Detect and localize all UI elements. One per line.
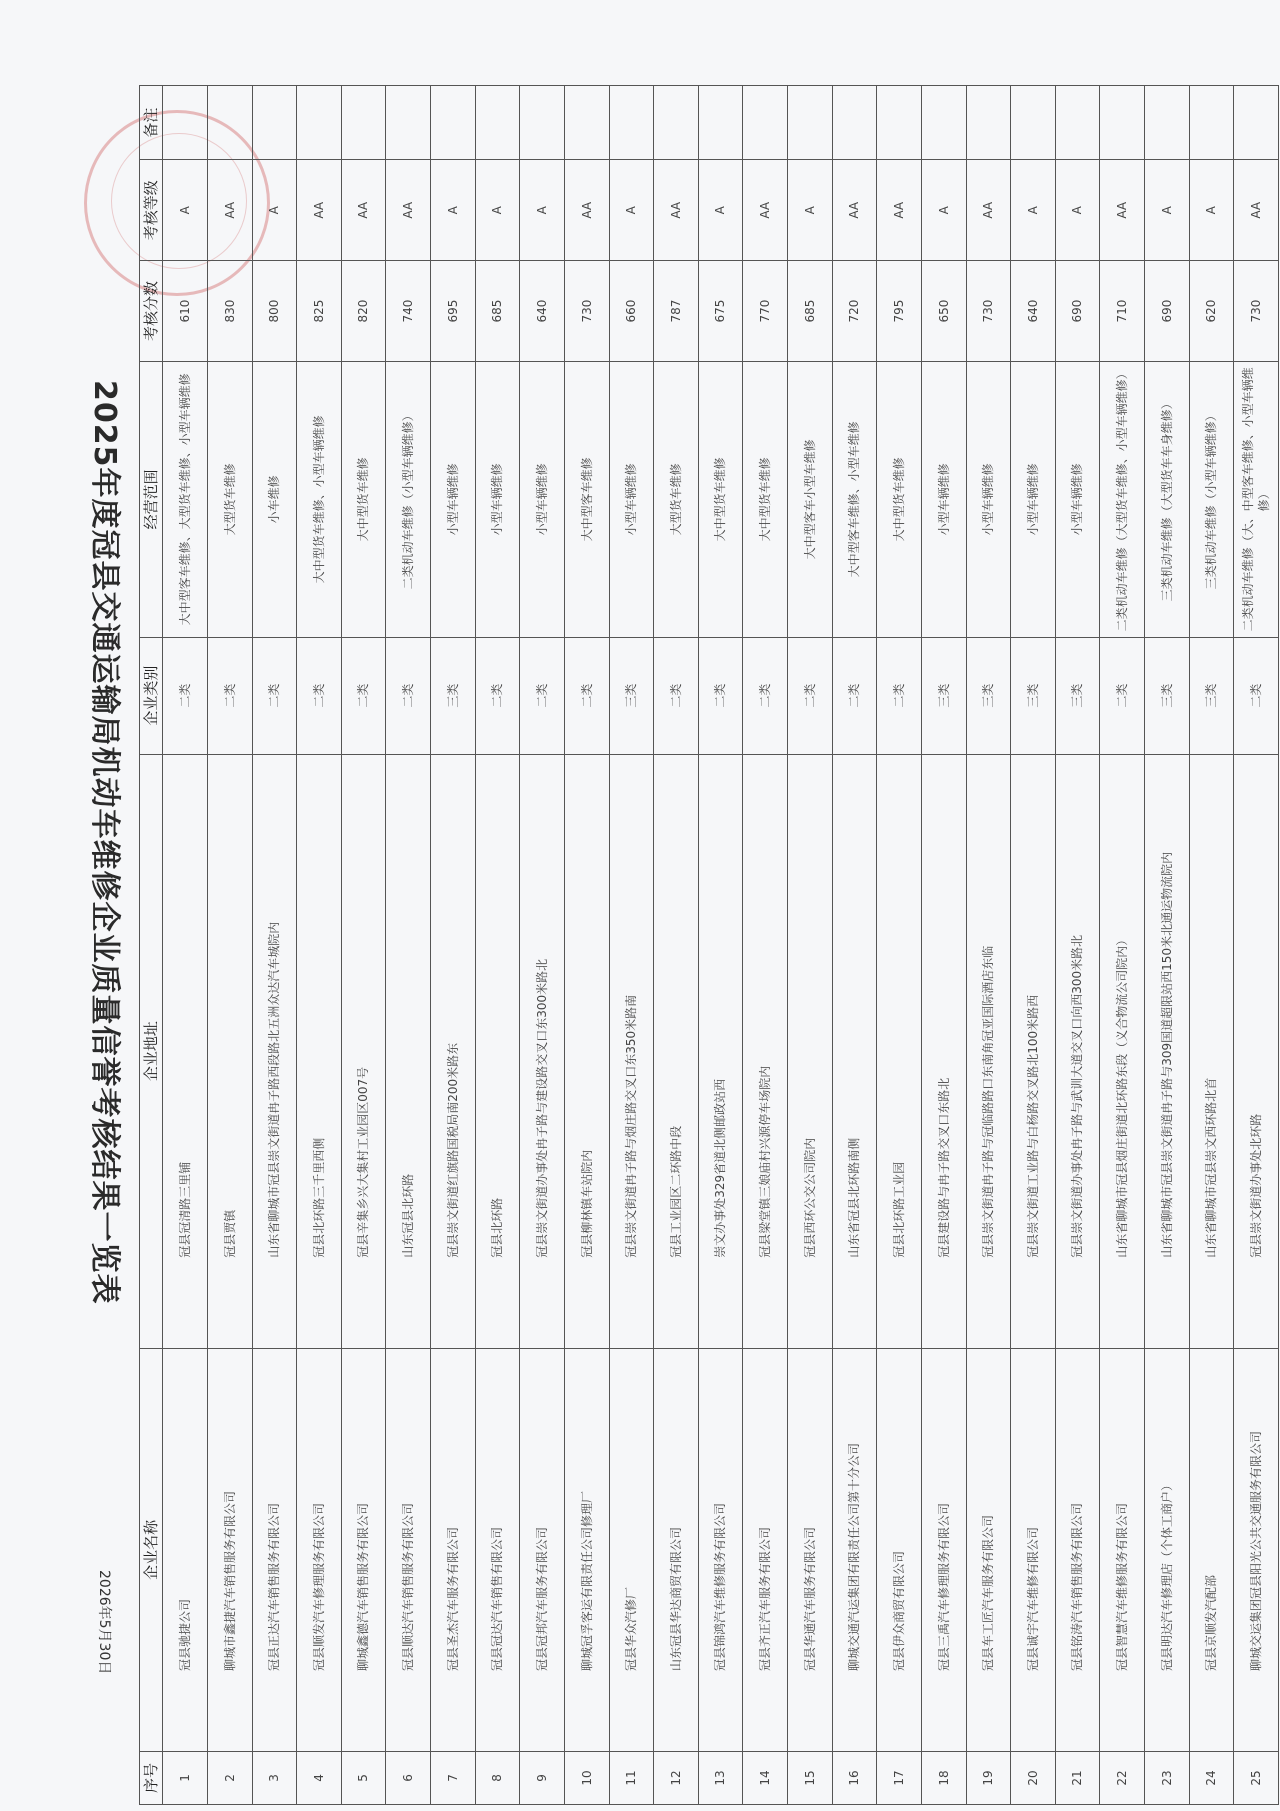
table-row [297,86,342,1805]
cell-company-name: 冠县伊众商贸有限公司 [877,1348,922,1751]
table-row [698,86,743,1805]
cell-remarks [475,86,520,160]
cell-business-scope: 小型车辆维修 [966,361,1011,637]
cell-business-scope: 大中型客车维修 [564,361,609,637]
cell-score: 830 [207,261,252,362]
cell-company-address: 冠县柳林镇车站院内 [564,754,609,1348]
cell-company-name: 冠县冠达汽车销售有限公司 [475,1348,520,1751]
table-row [788,86,833,1805]
cell-score: 710 [1100,261,1145,362]
cell-company-name: 聊城交通汽运集团有限责任公司第十分公司 [832,1348,877,1751]
cell-grade: A [1189,160,1234,261]
cell-index: 17 [877,1751,922,1804]
cell-grade: AA [564,160,609,261]
cell-grade: A [788,160,833,261]
table-row [431,86,476,1805]
header-grade: 考核等级 [140,160,163,261]
cell-company-address: 冠县崇文街道工业路与白杨路交叉路北100米路西 [1011,754,1056,1348]
cell-grade: AA [207,160,252,261]
cell-remarks [698,86,743,160]
cell-business-scope: 小型车辆维修 [1055,361,1100,637]
cell-company-address: 冠县西环公交公司院内 [788,754,833,1348]
cell-company-address: 冠县崇文街道红旗路国税局南200米路东 [431,754,476,1348]
table-row [564,86,609,1805]
cell-company-address: 冠县北环路三千里西侧 [297,754,342,1348]
cell-company-name: 冠县华通汽车服务有限公司 [788,1348,833,1751]
cell-company-address: 冠县崇文街道办事处北环路 [1234,754,1279,1348]
cell-company-category: 三类 [1189,637,1234,754]
cell-grade: A [1145,160,1190,261]
cell-business-scope: 小车维修 [252,361,297,637]
cell-company-name: 冠县车工匠汽车服务有限公司 [966,1348,1011,1751]
cell-company-name: 冠县明达汽车修理店（个体工商户） [1145,1348,1190,1751]
cell-company-category: 二类 [1100,637,1145,754]
cell-index: 8 [475,1751,520,1804]
cell-score: 695 [431,261,476,362]
cell-grade: A [431,160,476,261]
cell-company-category: 二类 [163,637,208,754]
cell-score: 787 [654,261,699,362]
cell-company-category: 三类 [431,637,476,754]
cell-score: 820 [341,261,386,362]
cell-business-scope: 三类机动车维修（小型车辆维修） [1189,361,1234,637]
cell-company-address: 冠县崇文街道冉子路与冠临路路口东南角冠亚国际酒店东临 [966,754,1011,1348]
cell-index: 1 [163,1751,208,1804]
table-row [520,86,565,1805]
header-company-name: 企业名称 [140,1348,163,1751]
cell-company-category: 三类 [1011,637,1056,754]
cell-business-scope: 大中型货车维修 [341,361,386,637]
cell-business-scope: 大中型货车维修、小型车辆维修 [297,361,342,637]
cell-business-scope: 二类机动车维修（大、中型客车维修、小型车辆维修） [1234,361,1279,637]
cell-company-name: 冠县正达汽车销售服务有限公司 [252,1348,297,1751]
table-row [163,86,208,1805]
cell-company-category: 二类 [341,637,386,754]
cell-index: 4 [297,1751,342,1804]
table-row [877,86,922,1805]
cell-company-name: 冠县圣杰汽车服务有限公司 [431,1348,476,1751]
cell-remarks [743,86,788,160]
cell-remarks [341,86,386,160]
cell-company-category: 二类 [252,637,297,754]
cell-company-name: 聊城鑫德汽车销售服务有限公司 [341,1348,386,1751]
cell-company-name: 冠县顺达汽车销售服务有限公司 [386,1348,431,1751]
cell-score: 730 [966,261,1011,362]
cell-company-address: 山东省聊城市冠县崇文街道冉子路与309国道超限站西150米北通运物流院内 [1145,754,1190,1348]
cell-company-name: 聊城交运集团冠县阳光公共交通服务有限公司 [1234,1348,1279,1751]
cell-business-scope: 小型车辆维修 [475,361,520,637]
cell-score: 795 [877,261,922,362]
cell-index: 7 [431,1751,476,1804]
cell-company-category: 二类 [698,637,743,754]
cell-index: 20 [1011,1751,1056,1804]
cell-score: 730 [1234,261,1279,362]
cell-business-scope: 小型车辆维修 [520,361,565,637]
cell-score: 650 [921,261,966,362]
cell-company-address: 冠县梁堂镇三娘庙村兴源停车场院内 [743,754,788,1348]
cell-remarks [520,86,565,160]
cell-grade: AA [1100,160,1145,261]
cell-company-address: 山东省聊城市冠县烟庄街道北环路东段（义合物流公司院内） [1100,754,1145,1348]
cell-remarks [1234,86,1279,160]
cell-index: 23 [1145,1751,1190,1804]
cell-business-scope: 二类机动车维修（大型货车维修、小型车辆维修） [1100,361,1145,637]
cell-remarks [609,86,654,160]
cell-company-address: 冠县冠清路三里铺 [163,754,208,1348]
cell-company-name: 冠县冠邦汽车服务有限公司 [520,1348,565,1751]
cell-grade: AA [877,160,922,261]
cell-remarks [832,86,877,160]
cell-grade: A [163,160,208,261]
cell-remarks [1189,86,1234,160]
cell-company-name: 山东冠县华达商贸有限公司 [654,1348,699,1751]
cell-company-category: 二类 [564,637,609,754]
cell-company-address: 山东省冠县北环路南侧 [832,754,877,1348]
cell-remarks [386,86,431,160]
cell-remarks [207,86,252,160]
cell-score: 770 [743,261,788,362]
cell-company-category: 二类 [207,637,252,754]
cell-business-scope: 大型货车维修 [207,361,252,637]
cell-index: 15 [788,1751,833,1804]
cell-grade: AA [654,160,699,261]
cell-company-category: 三类 [921,637,966,754]
cell-company-name: 冠县华众汽修厂 [609,1348,654,1751]
cell-score: 660 [609,261,654,362]
cell-company-category: 三类 [1145,637,1190,754]
document-title: 2025年度冠县交通运输局机动车维修企业质量信誉考核结果一览表 [87,380,122,1305]
cell-company-category: 二类 [743,637,788,754]
table-row [1100,86,1145,1805]
cell-index: 2 [207,1751,252,1804]
cell-company-name: 冠县智慧汽车维修服务有限公司 [1100,1348,1145,1751]
cell-grade: A [1055,160,1100,261]
cell-grade: AA [386,160,431,261]
cell-grade: AA [743,160,788,261]
cell-remarks [921,86,966,160]
cell-remarks [252,86,297,160]
cell-company-address: 山东省聊城市冠县崇文街道冉子路西段路北五洲众达汽车城院内 [252,754,297,1348]
cell-score: 685 [475,261,520,362]
cell-business-scope: 大中型货车维修 [743,361,788,637]
results-table-wrapper [139,85,1279,1805]
cell-company-name: 聊城冠孚客运有限责任公司修理厂 [564,1348,609,1751]
header-company-address: 企业地址 [140,754,163,1348]
table-row [966,86,1011,1805]
cell-business-scope: 大中型客车维修、小型车维修 [832,361,877,637]
cell-business-scope: 三类机动车维修（大型货车车身维修） [1145,361,1190,637]
table-header-row [140,86,163,1805]
cell-business-scope: 大型货车维修 [654,361,699,637]
cell-remarks [1011,86,1056,160]
cell-score: 675 [698,261,743,362]
cell-company-address: 崇文办事处329省道北侧邮政站西 [698,754,743,1348]
cell-company-name: 冠县锦鸿汽车维修服务有限公司 [698,1348,743,1751]
header-remarks: 备注 [140,86,163,160]
cell-score: 800 [252,261,297,362]
cell-score: 690 [1055,261,1100,362]
cell-company-name: 冠县齐正汽车服务有限公司 [743,1348,788,1751]
cell-score: 685 [788,261,833,362]
cell-company-name: 冠县京顺发汽配部 [1189,1348,1234,1751]
cell-company-name: 冠县诚宇汽车维修有限公司 [1011,1348,1056,1751]
cell-business-scope: 大中型客车小型车维修 [788,361,833,637]
cell-company-name: 冠县驰捷公司 [163,1348,208,1751]
table-row [832,86,877,1805]
cell-score: 690 [1145,261,1190,362]
cell-company-category: 三类 [966,637,1011,754]
cell-score: 730 [564,261,609,362]
cell-business-scope: 小型车辆维修 [921,361,966,637]
cell-grade: AA [1234,160,1279,261]
cell-grade: A [1011,160,1056,261]
header-company-category: 企业类别 [140,637,163,754]
cell-company-name: 聊城市鑫捷汽车销售服务有限公司 [207,1348,252,1751]
cell-remarks [877,86,922,160]
cell-business-scope: 小型车辆维修 [1011,361,1056,637]
cell-company-category: 二类 [520,637,565,754]
cell-score: 620 [1189,261,1234,362]
cell-company-category: 二类 [1234,637,1279,754]
cell-index: 12 [654,1751,699,1804]
cell-index: 14 [743,1751,788,1804]
document-date: 2026年5月30日 [96,1570,112,1675]
cell-score: 825 [297,261,342,362]
cell-grade: A [921,160,966,261]
cell-grade: A [475,160,520,261]
cell-company-category: 二类 [386,637,431,754]
cell-company-name: 冠县顺发汽车修理服务有限公司 [297,1348,342,1751]
cell-company-address: 冠县工业园区二环路中段 [654,754,699,1348]
cell-index: 9 [520,1751,565,1804]
cell-grade: A [252,160,297,261]
cell-company-category: 三类 [1055,637,1100,754]
cell-remarks [297,86,342,160]
cell-grade: A [609,160,654,261]
cell-company-address: 冠县北环路 [475,754,520,1348]
cell-company-category: 二类 [475,637,520,754]
cell-company-category: 二类 [654,637,699,754]
cell-company-address: 冠县崇文街道办事处冉子路与建设路交叉口东300米路北 [520,754,565,1348]
cell-index: 3 [252,1751,297,1804]
cell-index: 6 [386,1751,431,1804]
header-score: 考核分数 [140,261,163,362]
cell-score: 640 [520,261,565,362]
cell-business-scope: 小型车辆维修 [609,361,654,637]
cell-company-address: 山东冠县北环路 [386,754,431,1348]
table-row [207,86,252,1805]
cell-remarks [163,86,208,160]
table-row [252,86,297,1805]
cell-company-category: 二类 [788,637,833,754]
header-business-scope: 经营范围 [140,361,163,637]
cell-company-address: 冠县崇文街道办事处冉子路与武训大道交叉口向西300米路北 [1055,754,1100,1348]
cell-index: 11 [609,1751,654,1804]
cell-index: 25 [1234,1751,1279,1804]
cell-index: 18 [921,1751,966,1804]
cell-grade: AA [966,160,1011,261]
results-table [139,85,1279,1805]
cell-remarks [1100,86,1145,160]
cell-business-scope: 大中型货车维修 [698,361,743,637]
cell-grade: AA [341,160,386,261]
cell-grade: A [698,160,743,261]
cell-index: 21 [1055,1751,1100,1804]
cell-score: 640 [1011,261,1056,362]
table-row [921,86,966,1805]
table-row [386,86,431,1805]
cell-index: 19 [966,1751,1011,1804]
cell-company-name: 冠县铭涛汽车销售服务有限公司 [1055,1348,1100,1751]
cell-company-category: 三类 [609,637,654,754]
cell-grade: AA [297,160,342,261]
cell-company-category: 二类 [297,637,342,754]
cell-index: 13 [698,1751,743,1804]
cell-grade: A [520,160,565,261]
cell-company-name: 冠县三禹汽车修理服务有限公司 [921,1348,966,1751]
table-row [654,86,699,1805]
table-row [341,86,386,1805]
cell-company-address: 冠县贾镇 [207,754,252,1348]
table-row [1055,86,1100,1805]
cell-remarks [966,86,1011,160]
cell-remarks [1055,86,1100,160]
cell-remarks [654,86,699,160]
table-row [1189,86,1234,1805]
cell-business-scope: 二类机动车维修（小型车辆维修） [386,361,431,637]
table-row [609,86,654,1805]
cell-score: 740 [386,261,431,362]
cell-company-address: 冠县崇文街道冉子路与烟庄路交叉口东350米路南 [609,754,654,1348]
table-row [1145,86,1190,1805]
table-row [1234,86,1279,1805]
cell-company-category: 二类 [832,637,877,754]
header-index: 序号 [140,1751,163,1804]
cell-score: 720 [832,261,877,362]
table-row [743,86,788,1805]
cell-business-scope: 大中型客车维修、大型货车维修、小型车辆维修 [163,361,208,637]
cell-company-address: 冠县建设路与冉子路交叉口东路北 [921,754,966,1348]
cell-remarks [788,86,833,160]
table-row [475,86,520,1805]
cell-index: 24 [1189,1751,1234,1804]
cell-company-address: 山东省聊城市冠县崇文西环路北首 [1189,754,1234,1348]
cell-index: 10 [564,1751,609,1804]
cell-score: 610 [163,261,208,362]
cell-grade: AA [832,160,877,261]
cell-business-scope: 大中型货车维修 [877,361,922,637]
cell-index: 5 [341,1751,386,1804]
cell-company-address: 冠县北环路工业园 [877,754,922,1348]
cell-company-address: 冠县辛集乡兴大集村工业园区007号 [341,754,386,1348]
cell-business-scope: 小型车辆维修 [431,361,476,637]
cell-remarks [564,86,609,160]
cell-index: 16 [832,1751,877,1804]
cell-index: 22 [1100,1751,1145,1804]
cell-remarks [1145,86,1190,160]
table-row [1011,86,1056,1805]
cell-company-category: 二类 [877,637,922,754]
cell-remarks [431,86,476,160]
